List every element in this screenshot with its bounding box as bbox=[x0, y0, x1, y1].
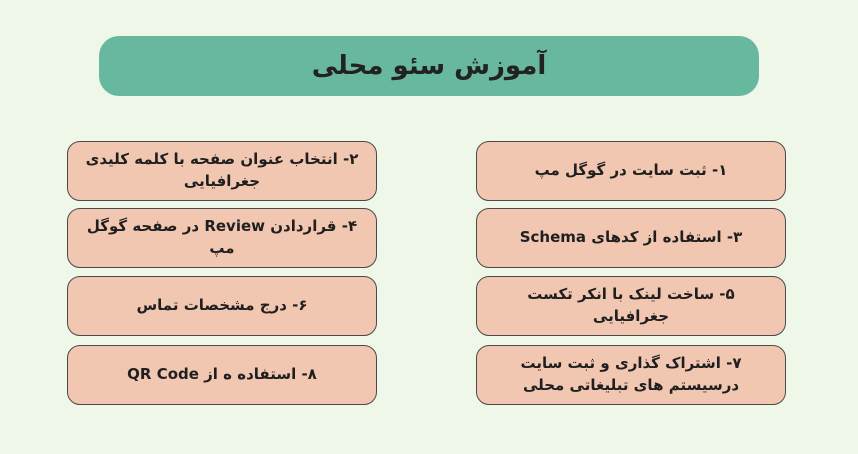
step-card-6 bbox=[67, 276, 377, 336]
step-label-6: ۶- درج مشخصات تماس bbox=[136, 296, 308, 315]
step-card-3 bbox=[476, 208, 786, 268]
step-label-7: ۷- اشتراک گذاری و ثبت سایت درسیستم های تبلیغاتی محلی bbox=[520, 354, 742, 394]
step-card-1 bbox=[476, 141, 786, 201]
step-label-5: ۵- ساخت لینک با انکر تکست جغرافیایی bbox=[527, 285, 735, 325]
step-card-4 bbox=[67, 208, 377, 268]
page-title: آموزش سئو محلی bbox=[311, 51, 547, 81]
step-card-8 bbox=[67, 345, 377, 405]
step-card-7 bbox=[476, 345, 786, 405]
step-label-4: ۴- قراردادن Review در صفحه گوگل مپ bbox=[86, 217, 358, 257]
step-label-2: ۲- انتخاب عنوان صفحه با کلمه کلیدی جغرافیایی bbox=[85, 150, 359, 190]
step-card-5 bbox=[476, 276, 786, 336]
step-label-8: ۸- استفاده ه از QR Code bbox=[127, 365, 317, 384]
step-label-3: ۳- استفاده از کدهای Schema bbox=[519, 228, 743, 247]
title-banner bbox=[99, 36, 759, 96]
step-card-2 bbox=[67, 141, 377, 201]
step-label-1: ۱- ثبت سایت در گوگل مپ bbox=[534, 161, 728, 180]
